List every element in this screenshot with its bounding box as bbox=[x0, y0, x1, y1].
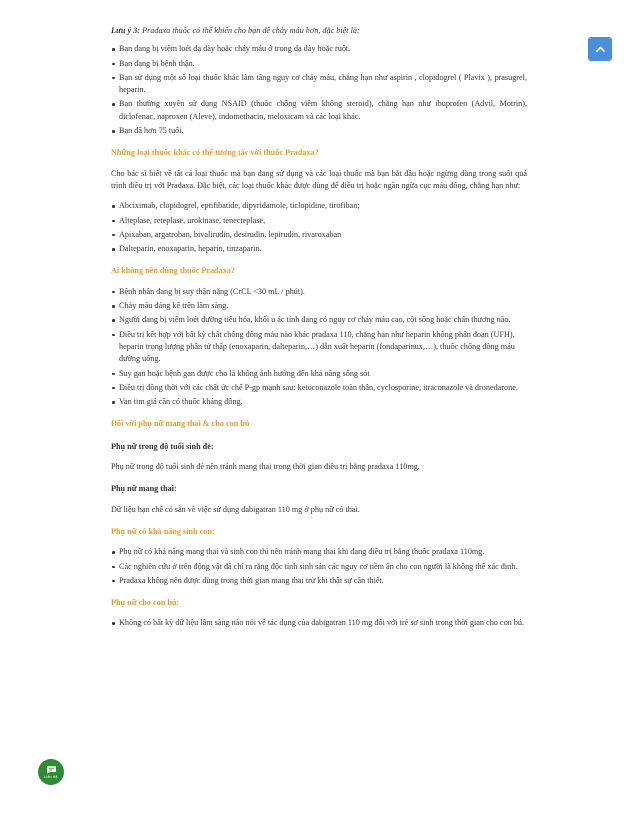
article-content bbox=[111, 25, 527, 638]
note-label: Lưu ý 3: bbox=[111, 26, 141, 35]
list-item: Bệnh nhân đang bị suy thận nặng (CrCL <30 mL / phút). bbox=[111, 286, 527, 298]
pregnancy-heading: Đối với phụ nữ mang thai & cho con bú bbox=[111, 419, 250, 429]
list-item: Bạn sử dụng một số loại thuốc khác làm tăng nguy cơ chảy máu, chẳng hạn như aspirin , clopidogrel ( Plavix ), prasugrel, heparin. bbox=[111, 72, 527, 97]
contact-chat-button[interactable] bbox=[38, 759, 64, 785]
list-item: Alteplase, reteplase, urokinase, tenecteplase, bbox=[111, 215, 527, 227]
list-item: Suy gan hoặc bệnh gan được cho là không ảnh hưởng đến khả năng sống sót bbox=[111, 368, 527, 380]
fertility-list bbox=[111, 546, 527, 587]
list-item: Điều trị kết hợp với bất kỳ chất chống đông máu nào khác pradaxa 110, chẳng hạn như heparin không phân đoạn (UFH), heparin trọng lượng phân tử thấp (enoxaparin, dalteparin,…) dẫn xuất heparin (fondaparinux,…), thuốc chống đông máu đường uống. bbox=[111, 329, 527, 366]
pregnant-title: Phụ nữ mang thai: bbox=[111, 484, 177, 494]
childbearing-title: Phụ nữ trong độ tuổi sinh đẻ: bbox=[111, 441, 214, 451]
interactions-heading: Những loại thuốc khác có thể tương tác với thuốc Pradaxa? bbox=[111, 148, 319, 158]
list-item: Bạn đã hơn 75 tuổi. bbox=[111, 125, 527, 137]
breastfeeding-heading: Phụ nữ cho con bú: bbox=[111, 598, 180, 608]
note-text: Pradaxa thuốc có thể khiến cho bạn dễ chảy máu hơn, đặc biệt là: bbox=[140, 26, 360, 35]
interactions-intro: Cho bác sĩ biết về tất cả loại thuốc mà bạn đang sử dụng và các loại thuốc mà bạn bắt đầu hoặc ngừng dùng trong suốt quá trình điều trị với Pradaxa. Đặc biệt, các loại thuốc khác được dùng để điều trị hoặc ngăn ngừa cục máu đông, chẳng hạn như: bbox=[111, 168, 527, 190]
list-item: Phụ nữ có khả năng mang thai và sinh con thì nên tránh mang thai khi đang điều trị bằng thuốc pradaxa 110mg. bbox=[111, 546, 527, 558]
interactions-list bbox=[111, 200, 527, 255]
chat-label: Liên Hệ bbox=[44, 774, 58, 779]
note-list bbox=[111, 43, 527, 137]
scroll-top-button[interactable] bbox=[588, 37, 612, 61]
list-item: Bạn đang bị viêm loét dạ dày hoặc chảy máu ở trong dạ dày hoặc ruột. bbox=[111, 43, 527, 55]
list-item: Van tim giả cần có thuốc kháng đông. bbox=[111, 396, 527, 408]
chevron-up-icon bbox=[596, 46, 605, 52]
breastfeeding-list bbox=[111, 617, 527, 629]
chat-bubble-icon bbox=[46, 765, 57, 775]
note-3 bbox=[111, 25, 527, 37]
list-item: Chảy máu đáng kể trên lâm sàng. bbox=[111, 300, 527, 312]
list-item: Không có bất kỳ dữ liệu lâm sàng nào nói về tác dụng của dabigatran 110 mg đối với trẻ sơ sinh trong thời gian cho con bú. bbox=[111, 617, 527, 629]
list-item: Bạn thường xuyên sử dụng NSAID (thuốc chống viêm không steroid), chẳng hạn như ibuprofen (Advil, Motrin), diclofenac, naproxen (Aleve), indomethacin, meloxicam và các loại khác. bbox=[111, 98, 527, 123]
list-item: Bạn đang bị bệnh thận. bbox=[111, 58, 527, 70]
list-item: Apixaban, argatroban, bivalirudin, desirudin, lepirudin, rivaroxaban bbox=[111, 229, 527, 241]
contraindications-heading: Ai không nên dùng thuốc Pradaxa? bbox=[111, 266, 235, 276]
fertility-heading: Phụ nữ có khả năng sinh con: bbox=[111, 526, 215, 536]
list-item: Abciximab, clopidogrel, eptifibatide, dipyridamole, ticlopidine, tirofiban; bbox=[111, 200, 527, 212]
list-item: Dalteparin, enoxaparin, heparin, tinzaparin. bbox=[111, 243, 527, 255]
list-item: Các nghiên cứu ở trên động vật đã chỉ ra rằng độc tính sinh sản các nguy cơ tiềm ẩn cho con người là không thể xác định. bbox=[111, 561, 527, 573]
childbearing-text: Phụ nữ trong độ tuổi sinh đẻ nên tránh mang thai trong thời gian điều trị bằng pradaxa 110mg. bbox=[111, 462, 420, 472]
list-item: Điều trị đồng thời với các chất ức chế P-gp mạnh sau: ketoconazole toàn thân, cyclosporine, itraconazole và dronedarone. bbox=[111, 382, 527, 394]
list-item: Pradaxa không nên được dùng trong thời gian mang thai trừ khi thật sự cần thiết. bbox=[111, 575, 527, 587]
contraindications-list bbox=[111, 286, 527, 409]
list-item: Người đang bị viêm loét đường tiêu hóa, khối u ác tính đang có nguy cơ chảy máu cao, cột sống hoặc chấn thương não. bbox=[111, 314, 527, 326]
pregnant-text: Dữ liệu hạn chế có sẵn về việc sử dụng dabigatran 110 mg ở phụ nữ có thai. bbox=[111, 504, 360, 514]
